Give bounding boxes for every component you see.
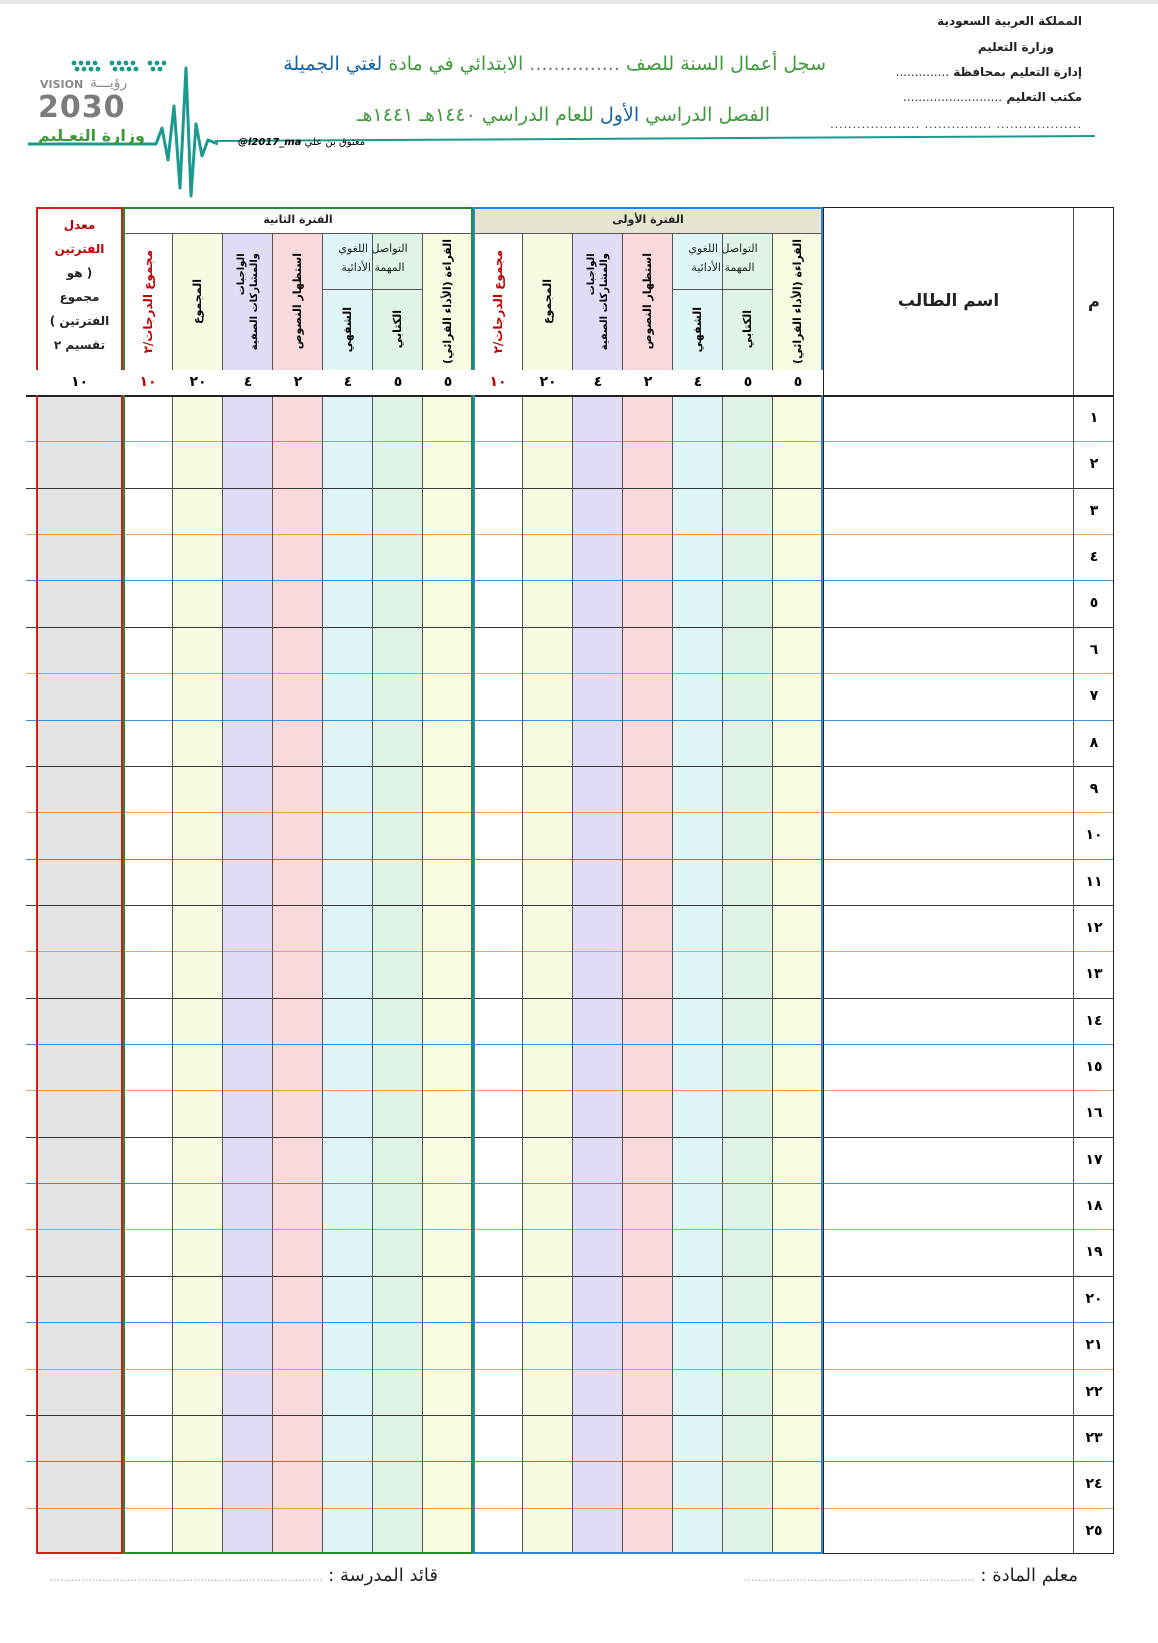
semester-year: للعام الدراسي ١٤٤٠هـ ١٤٤١هـ xyxy=(356,104,594,126)
ministry-name: وزارة التعليم xyxy=(977,40,1054,54)
logo-vision-text: VISION xyxy=(40,78,84,91)
title-subject: لغتي الجميلة xyxy=(283,53,383,75)
comm-group-header xyxy=(673,239,773,287)
avg-label-line: ( هو xyxy=(66,266,93,280)
reading-header-cell xyxy=(773,233,823,370)
homework-line1: الواجبات xyxy=(586,252,597,295)
row-number: ٦ xyxy=(1089,641,1099,658)
row-number: ٢٢ xyxy=(1085,1383,1103,1400)
max-reading: ٥ xyxy=(773,370,823,395)
max-mem: ٢ xyxy=(273,370,323,395)
max-total: ٢٠ xyxy=(173,370,223,395)
half-total-header-cell xyxy=(123,233,173,370)
teacher-dots: .................................................................. xyxy=(743,1571,975,1584)
row-number: ١٩ xyxy=(1085,1244,1103,1261)
homework-header-cell xyxy=(223,233,273,370)
student-name-cell[interactable] xyxy=(823,1326,1074,1364)
oral-header-cell xyxy=(323,289,373,370)
row-number: ١٢ xyxy=(1085,919,1103,936)
max-written: ٥ xyxy=(723,370,773,395)
row-number: ١٣ xyxy=(1085,966,1103,983)
comm-group-label: التواصل اللغوي xyxy=(338,242,408,255)
semester-title xyxy=(357,104,770,126)
logo-ministry-text: وزارة التعـليم xyxy=(38,126,145,145)
comm-sub-label: المهمة الأدائية xyxy=(341,261,405,274)
reading-header: القراءة (الأداء القرائي) xyxy=(791,239,804,364)
half-total-header: مجموع الدرجات/٢ xyxy=(141,249,155,354)
homework-header-cell xyxy=(573,233,623,370)
avg-label-line: الفترتين ) xyxy=(49,314,110,328)
student-name-cell[interactable] xyxy=(823,1419,1074,1457)
teacher-signature xyxy=(744,1565,1078,1586)
row-number: ١٠ xyxy=(1085,827,1103,844)
max-hw: ٤ xyxy=(573,370,623,395)
total-header-cell xyxy=(523,233,573,370)
period2-header: الفترة الثانية xyxy=(123,207,473,233)
student-name-cell[interactable] xyxy=(823,1187,1074,1225)
row-number: ٤ xyxy=(1089,549,1099,566)
period1-border xyxy=(473,207,823,1554)
total-header: المجموع xyxy=(191,279,204,324)
student-name-cell[interactable] xyxy=(823,1512,1074,1550)
student-name-cell[interactable] xyxy=(823,399,1074,437)
title-part1: سجل أعمال السنة للصف xyxy=(625,53,826,75)
period1-header: الفترة الأولى xyxy=(473,207,823,233)
student-name-cell[interactable] xyxy=(823,1141,1074,1179)
student-name-cell[interactable] xyxy=(823,770,1074,808)
homework-header xyxy=(585,253,611,350)
student-name-header: اسم الطالب xyxy=(897,291,1000,311)
student-name-cell[interactable] xyxy=(823,909,1074,947)
student-name-cell[interactable] xyxy=(823,816,1074,854)
row-number: ٣ xyxy=(1089,502,1099,519)
oral-header-cell xyxy=(673,289,723,370)
extra-dots: ................... ............... .................... xyxy=(830,118,1082,131)
max-total: ٢٠ xyxy=(523,370,573,395)
homework-line2: والمشاركات الصفية xyxy=(599,252,610,351)
max-oral: ٤ xyxy=(323,370,373,395)
row-number: ١٦ xyxy=(1085,1105,1103,1122)
comm-sub-label: المهمة الأدائية xyxy=(691,261,755,274)
avg-label-line: تقسيم ٢ xyxy=(53,338,106,352)
row-number: ١٤ xyxy=(1085,1012,1103,1029)
row-number: ١ xyxy=(1089,410,1099,426)
row-number: ٢١ xyxy=(1085,1337,1103,1354)
education-admin-label: إدارة التعليم بمحافظة xyxy=(953,65,1082,79)
total-header-cell xyxy=(173,233,223,370)
memorize-header-cell xyxy=(273,233,323,370)
row-number: ٢٠ xyxy=(1085,1290,1103,1307)
student-name-cell[interactable] xyxy=(823,584,1074,622)
max-mem: ٢ xyxy=(623,370,673,395)
comm-group-label: التواصل اللغوي xyxy=(688,242,758,255)
student-name-cell[interactable] xyxy=(823,538,1074,576)
max-half: ١٠ xyxy=(123,370,173,395)
vision-2030-logo xyxy=(28,48,218,200)
row-number: ٧ xyxy=(1089,688,1099,705)
student-name-cell[interactable] xyxy=(823,1094,1074,1132)
author-handle-tag: @l2017_ma xyxy=(238,137,302,148)
m-header: م xyxy=(1088,291,1100,311)
student-name-cell[interactable] xyxy=(823,1373,1074,1411)
row-number: ٢ xyxy=(1089,456,1099,473)
principal-signature xyxy=(50,1565,438,1586)
grades-table xyxy=(26,207,1114,1554)
avg-label-line: مجموع xyxy=(59,290,100,304)
semester-first: الأول xyxy=(600,104,640,126)
memorize-header: استظهار النصوص xyxy=(641,253,654,350)
title-dots: ............... xyxy=(529,53,620,75)
row-number: ٢٣ xyxy=(1085,1429,1103,1446)
memorize-header: استظهار النصوص xyxy=(291,253,304,350)
student-name-cell[interactable] xyxy=(823,445,1074,483)
student-name-cell[interactable] xyxy=(823,1280,1074,1318)
row-number: ٢٤ xyxy=(1085,1476,1103,1493)
education-office-dots: .......................... xyxy=(902,90,1003,104)
student-name-cell[interactable] xyxy=(823,677,1074,715)
student-name-cell[interactable] xyxy=(823,1002,1074,1040)
row-number: ٩ xyxy=(1089,780,1099,797)
principal-label: قائد المدرسة : xyxy=(328,1565,438,1586)
student-name-cell[interactable] xyxy=(823,1048,1074,1086)
education-admin xyxy=(896,65,1082,79)
written-header-cell xyxy=(723,289,773,370)
row-number: ٨ xyxy=(1089,734,1099,751)
education-admin-dots: .............. xyxy=(895,65,950,79)
teacher-label: معلم المادة : xyxy=(980,1565,1078,1586)
max-reading: ٥ xyxy=(423,370,473,395)
written-header-cell xyxy=(373,289,423,370)
homework-line2: والمشاركات الصفية xyxy=(249,252,260,351)
avg-label-line: الفترتين xyxy=(54,242,105,256)
max-oral: ٤ xyxy=(673,370,723,395)
student-name-cell[interactable] xyxy=(823,724,1074,762)
country-name: المملكة العربية السعودية xyxy=(937,14,1082,28)
total-header: المجموع xyxy=(541,279,554,324)
principal-dots: .............................................................................. xyxy=(49,1571,323,1584)
row-number: ١١ xyxy=(1085,873,1103,890)
comm-group-header xyxy=(323,239,423,287)
reading-header: القراءة (الأداء القرائي) xyxy=(441,239,454,364)
max-hw: ٤ xyxy=(223,370,273,395)
semester-label: الفصل الدراسي xyxy=(645,104,770,126)
reading-header-cell xyxy=(423,233,473,370)
max-written: ٥ xyxy=(373,370,423,395)
period-average-header xyxy=(36,213,123,370)
title-part2: الابتدائي في مادة xyxy=(388,53,524,75)
author-name: معتوق بن علي xyxy=(304,137,366,148)
row-number: ١٧ xyxy=(1085,1151,1103,1168)
max-half: ١٠ xyxy=(473,370,523,395)
half-total-header-cell xyxy=(473,233,523,370)
avg-border xyxy=(36,207,123,1554)
student-name-cell[interactable] xyxy=(823,492,1074,530)
homework-header xyxy=(235,253,261,350)
author-handle xyxy=(238,137,365,148)
row-number: ١٨ xyxy=(1085,1198,1103,1215)
logo-ruya-text: رؤيـــة xyxy=(90,75,128,91)
education-office xyxy=(903,90,1082,104)
education-office-label: مكتب التعليم xyxy=(1006,90,1082,104)
student-name-cell[interactable] xyxy=(823,1233,1074,1271)
logo-year-text: 2030 xyxy=(38,90,126,125)
row-number: ١٥ xyxy=(1085,1059,1103,1076)
student-name-cell[interactable] xyxy=(823,863,1074,901)
record-title xyxy=(283,53,826,75)
student-name-cell[interactable] xyxy=(823,955,1074,993)
top-border xyxy=(0,0,1158,4)
memorize-header-cell xyxy=(623,233,673,370)
written-header: الكتابي xyxy=(741,310,754,349)
homework-line1: الواجبات xyxy=(236,252,247,295)
row-number: ٥ xyxy=(1089,595,1099,612)
oral-header: الشفهي xyxy=(341,306,354,353)
student-name-cell[interactable] xyxy=(823,631,1074,669)
avg-label-line: معدل xyxy=(63,218,96,232)
written-header: الكتابي xyxy=(391,310,404,349)
oral-header: الشفهي xyxy=(691,306,704,353)
half-total-header: مجموع الدرجات/٢ xyxy=(491,249,505,354)
student-name-cell[interactable] xyxy=(823,1465,1074,1503)
max-avg: ١٠ xyxy=(36,370,123,395)
row-number: ٢٥ xyxy=(1085,1522,1103,1539)
period2-border xyxy=(123,207,473,1554)
